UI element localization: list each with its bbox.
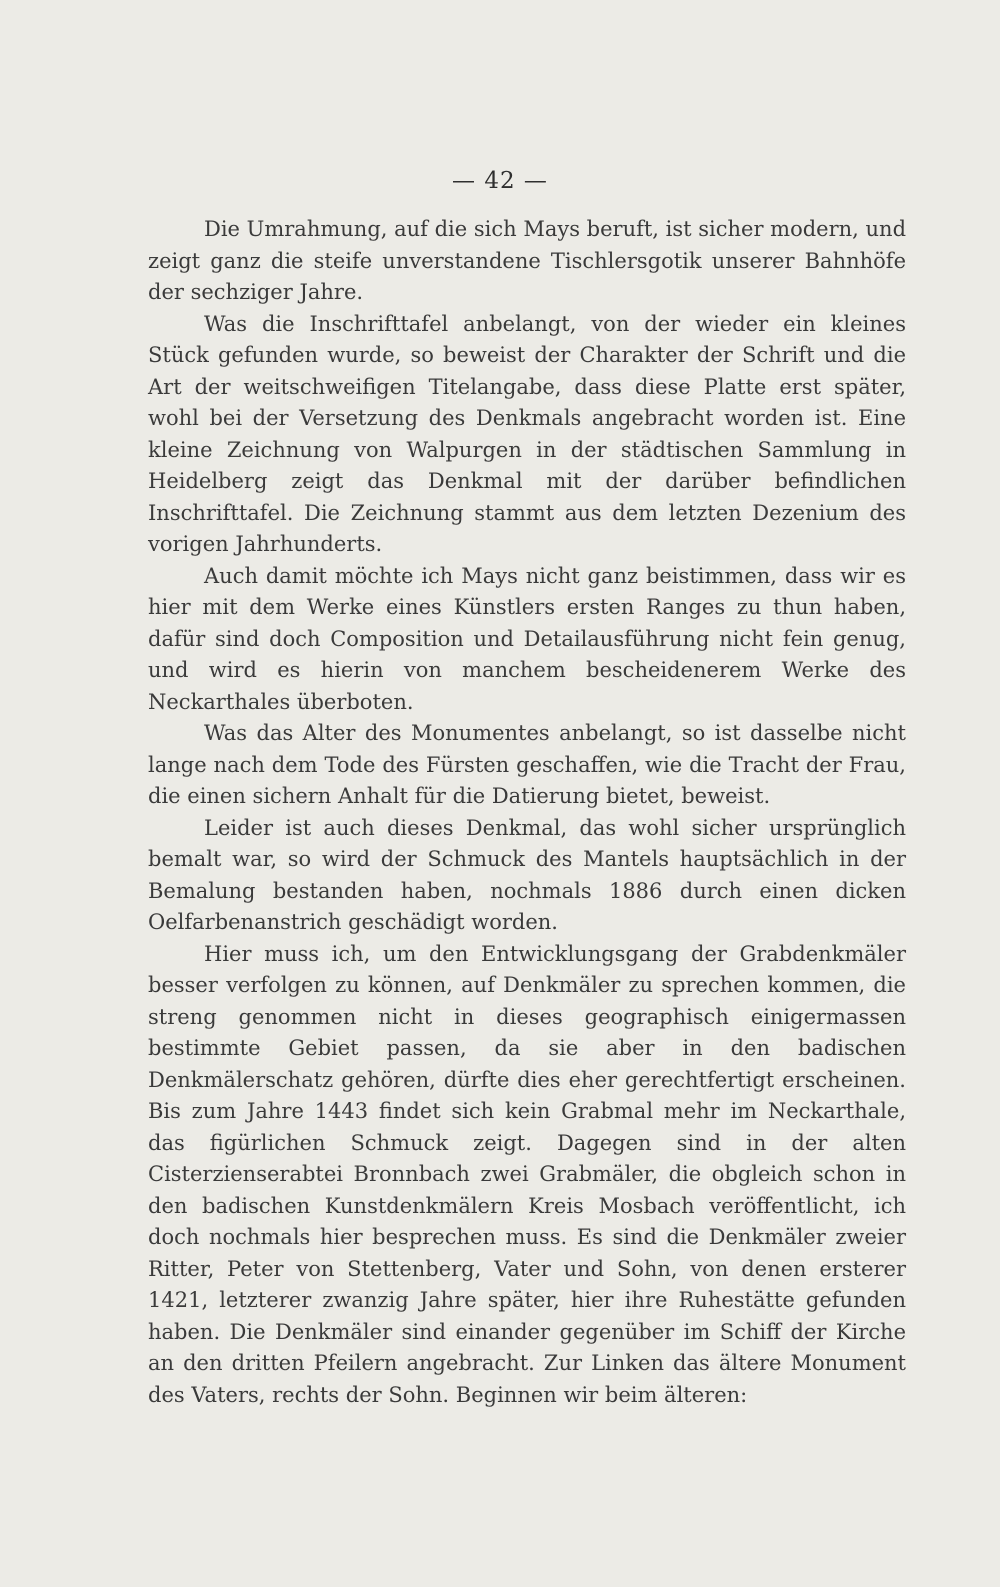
paragraph-3: Auch damit möchte ich Mays nicht ganz beistimmen, dass wir es hier mit dem Werke eines Künstlers ersten Ranges zu thun haben, dafür sind doch Composition und Detailausführung nicht fein genug, und wird es hierin von manchem bescheidenerem Werke des Neckarthales überboten. xyxy=(148,563,906,714)
paragraph-1: Die Umrahmung, auf die sich Mays beruft, ist sicher modern, und zeigt ganz die steife unverstandene Tischlersgotik unserer Bahnhöfe der sechziger Jahre. xyxy=(148,217,907,304)
paragraph-4: Was das Alter des Monumentes anbelangt, so ist dasselbe nicht lange nach dem Tode des Fürsten geschaffen, wie die Tracht der Frau, die einen sichern Anhalt für die Datierung bietet, beweist. xyxy=(148,721,906,808)
body-text xyxy=(148,214,906,1411)
paragraph-6: Hier muss ich, um den Entwicklungsgang der Grabdenkmäler besser verfolgen zu können, auf Denkmäler zu sprechen kommen, die streng genommen nicht in dieses geographisch einigermassen bestimmte Gebiet passen, da sie aber in den badischen Denkmälerschatz gehören, dürfte dies eher gerechtfertigt erscheinen. Bis zum Jahre 1443 findet sich kein Grabmal mehr im Neckarthale, das figürlichen Schmuck zeigt. Dagegen sind in der alten Cisterzienserabtei Bronnbach zwei Grabmäler, die obgleich schon in den badischen Kunstdenkmälern Kreis Mosbach veröffentlicht, ich doch nochmals hier besprechen muss. Es sind die Denkmäler zweier Ritter, Peter von Stettenberg, Vater und Sohn, von denen ersterer 1421, letzterer zwanzig Jahre später, hier ihre Ruhestätte gefunden haben. Die Denkmäler sind einander gegenüber im Schiff der Kirche an den dritten Pfeilern angebracht. Zur Linken das ältere Monument des Vaters, rechts der Sohn. Beginnen wir beim älteren: xyxy=(148,941,906,1407)
page-number: — 42 — xyxy=(452,168,548,194)
paragraph-2: Was die Inschrifttafel anbelangt, von der wieder ein kleines Stück gefunden wurde, so beweist der Charakter der Schrift und die Art der weitschweifigen Titelangabe, dass diese Platte erst später, wohl bei der Versetzung des Denkmals angebracht worden ist. Eine kleine Zeichnung von Walpurgen in der städtischen Sammlung in Heidelberg zeigt das Denkmal mit der darüber befindlichen Inschrifttafel. Die Zeichnung stammt aus dem letzten Dezenium des vorigen Jahrhunderts. xyxy=(148,311,906,556)
paragraph-5: Leider ist auch dieses Denkmal, das wohl sicher ursprünglich bemalt war, so wird der Schmuck des Mantels hauptsächlich in der Bemalung bestanden haben, nochmals 1886 durch einen dicken Oelfarbenanstrich geschädigt worden. xyxy=(148,815,906,934)
